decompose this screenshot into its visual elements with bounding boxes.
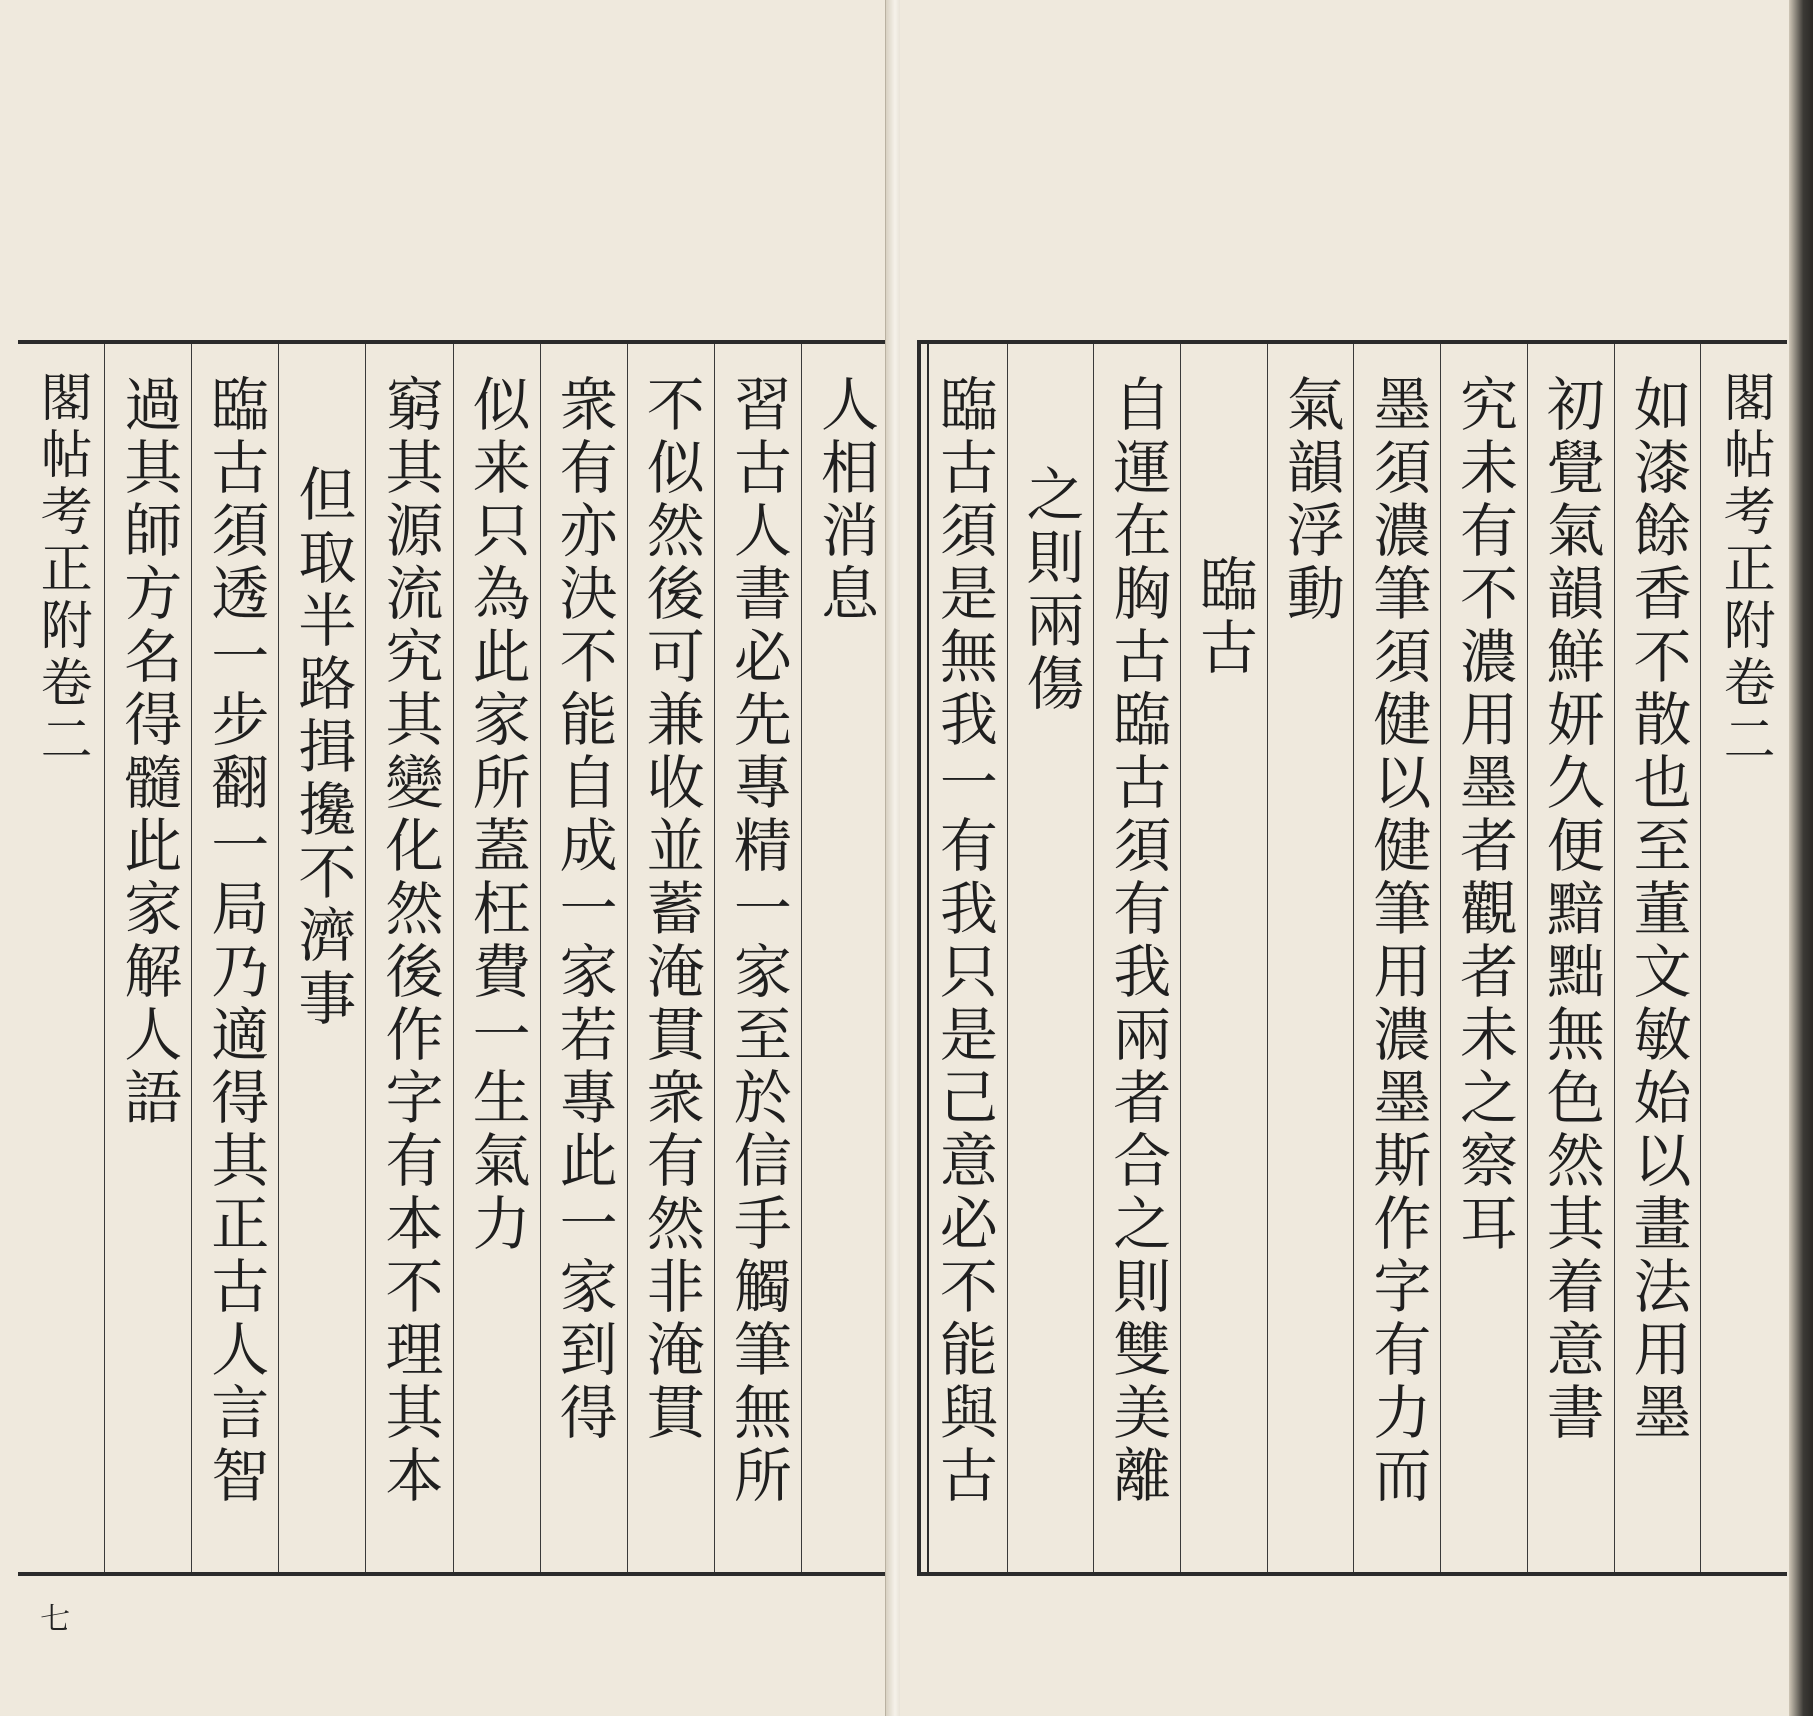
margin-header-column [18, 344, 104, 1637]
left-text-frame [18, 340, 892, 1637]
column-text: 臨古須是無我一有我只是己意必不能與古 [929, 374, 998, 1508]
text-column [1180, 344, 1267, 1572]
left-columns [18, 344, 888, 1637]
margin-header: 閣帖考正附卷二 [1714, 370, 1775, 769]
column-text: 人相消息 [810, 374, 879, 626]
left-page [0, 0, 890, 1716]
text-column [1353, 344, 1440, 1572]
right-text-frame [917, 340, 1787, 1576]
margin-header-column [1700, 344, 1787, 1572]
text-column [1267, 344, 1354, 1572]
text-column [191, 344, 278, 1572]
text-column [1527, 344, 1614, 1572]
text-column [1093, 344, 1180, 1572]
column-text: 究未有不濃用墨者觀者未之察耳 [1450, 374, 1519, 1256]
column-text: 之則兩傷 [1016, 464, 1085, 716]
column-text: 如漆餘香不散也至董文敏始以畫法用墨 [1623, 374, 1692, 1445]
text-column [540, 344, 627, 1572]
text-column [104, 344, 191, 1572]
column-text: 似来只為此家所蓋枉費一生氣力 [462, 374, 531, 1256]
text-column [453, 344, 540, 1572]
right-columns [921, 344, 1787, 1572]
column-text: 過其師方名得髓此家解人語 [114, 374, 183, 1130]
column-text: 自運在胸古臨古須有我兩者合之則雙美離 [1103, 374, 1172, 1508]
text-column [1440, 344, 1527, 1572]
column-text: 習古人書必先專精一家至於信手觸筆無所 [723, 374, 792, 1508]
text-column [627, 344, 714, 1572]
column-text: 氣韻浮動 [1276, 374, 1345, 626]
column-text: 窮其源流究其變化然後作字有本不理其本 [375, 374, 444, 1508]
text-column [365, 344, 452, 1572]
column-text: 臨古 [1189, 554, 1258, 680]
column-text: 墨須濃筆須健以健筆用濃墨斯作字有力而 [1363, 374, 1432, 1508]
text-column [1614, 344, 1701, 1572]
text-column [1007, 344, 1094, 1572]
column-text: 初覺氣韻鮮妍久便黯黜無色然其着意書 [1536, 374, 1605, 1445]
text-column [921, 344, 1007, 1572]
page-number: 七 [40, 1602, 71, 1637]
margin-header: 閣帖考正附卷二 [31, 370, 92, 769]
text-column [278, 344, 365, 1572]
column-text: 臨古須透一步翻一局乃適得其正古人言智 [201, 374, 270, 1508]
text-column [801, 344, 888, 1572]
book-edge [1789, 0, 1813, 1716]
text-column [714, 344, 801, 1572]
column-text: 但取半路揖攙不濟事 [288, 464, 357, 1031]
column-text: 不似然後可兼收並蓄淹貫衆有然非淹貫 [636, 374, 705, 1445]
column-text: 衆有亦決不能自成一家若專此一家到得 [549, 374, 618, 1445]
